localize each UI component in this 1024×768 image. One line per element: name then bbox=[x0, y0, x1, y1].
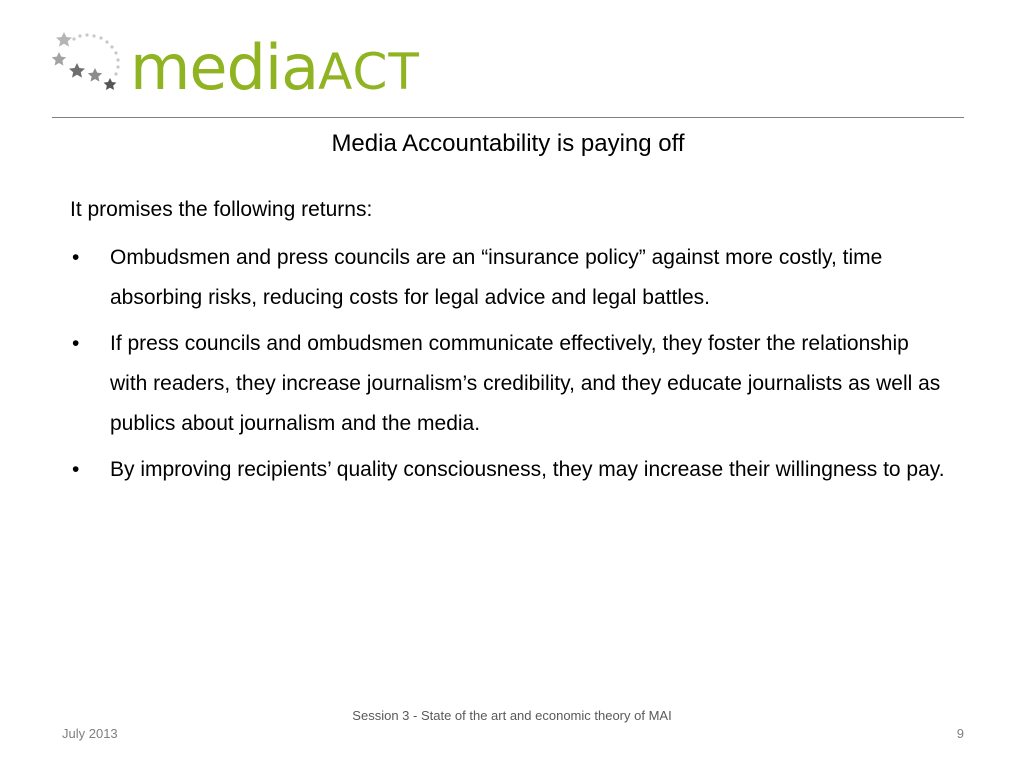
bullet-marker: • bbox=[72, 332, 80, 355]
intro-text: It promises the following returns: bbox=[70, 198, 373, 221]
bullet-item bbox=[70, 324, 950, 444]
page-number: 9 bbox=[956, 726, 964, 741]
logo-text-main: media bbox=[130, 31, 319, 104]
stars-arc-logo-icon bbox=[50, 26, 126, 102]
bullet-text: If press councils and ombudsmen communicate effectively, they foster the relationship with readers, they increase journalism’s credibility, and they educate journalists as well as publics about journalism and the media. bbox=[110, 332, 941, 435]
logo-wordmark bbox=[130, 28, 420, 112]
slide-title: Media Accountability is paying off bbox=[331, 130, 685, 157]
bullet-text: Ombudsmen and press councils are an “insurance policy” against more costly, time absorbing risks, reducing costs for legal advice and legal battles. bbox=[110, 246, 883, 309]
mediaact-logo bbox=[50, 22, 430, 102]
logo-text-accent: ACT bbox=[318, 43, 420, 101]
bullet-list bbox=[70, 238, 950, 496]
footer-date: July 2013 bbox=[62, 726, 118, 741]
bullet-text: By improving recipients’ quality consciousness, they may increase their willingness to pay. bbox=[110, 458, 945, 481]
bullet-item bbox=[70, 450, 950, 490]
footer-session-title: Session 3 - State of the art and economic theory of MAI bbox=[352, 708, 672, 723]
bullet-marker: • bbox=[72, 458, 80, 481]
bullet-marker: • bbox=[72, 246, 80, 269]
header-divider bbox=[52, 117, 964, 118]
bullet-item bbox=[70, 238, 950, 318]
